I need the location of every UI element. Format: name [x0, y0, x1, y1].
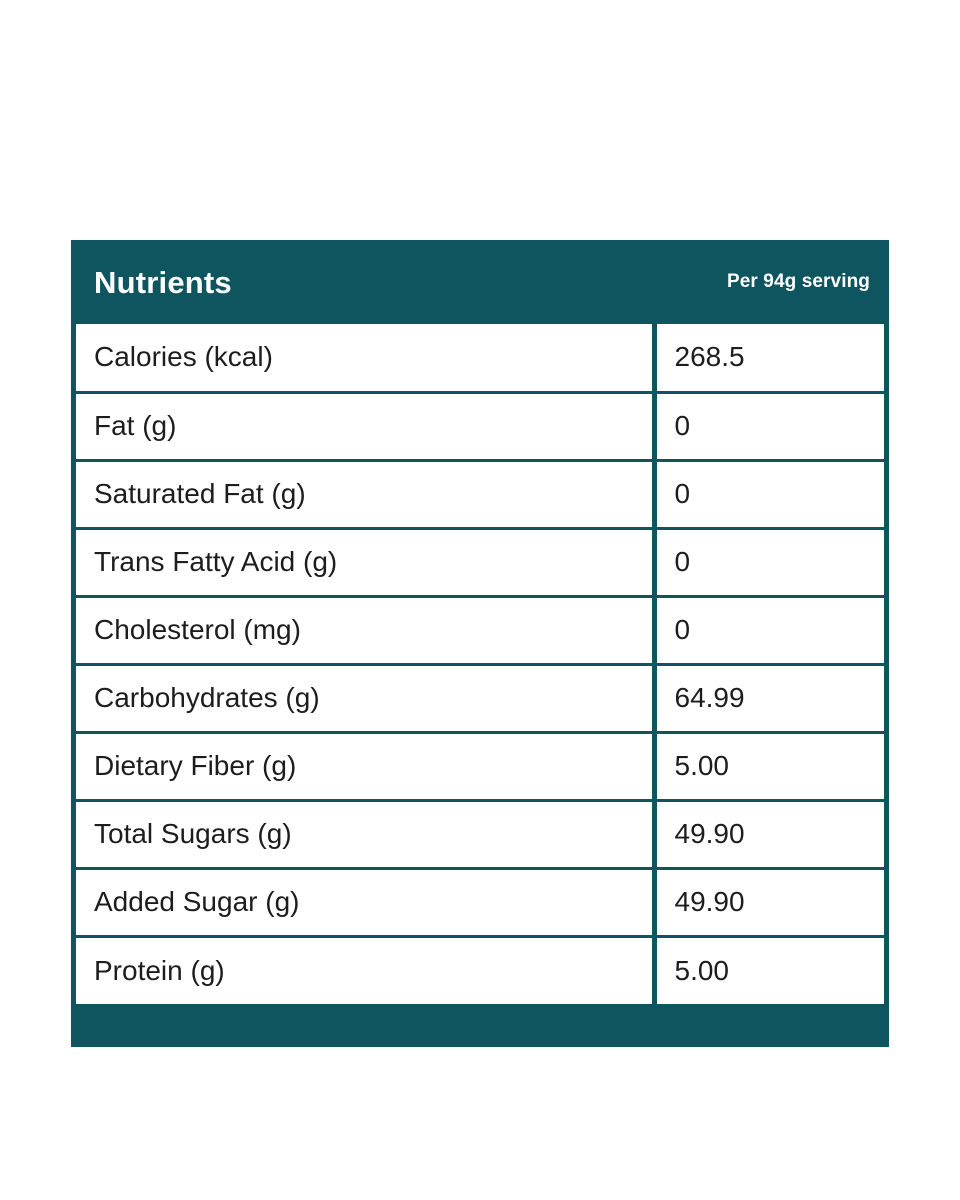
page-title: Nutrients: [94, 264, 232, 300]
nutrient-name: Fat (g): [76, 392, 654, 460]
table-row: [76, 732, 884, 800]
nutrients-table-body: [76, 324, 884, 1004]
nutrient-value: 5.00: [654, 732, 884, 800]
nutrient-name: Protein (g): [76, 936, 654, 1004]
serving-size-label: Per 94g serving: [726, 271, 870, 292]
nutrient-name: Saturated Fat (g): [76, 460, 654, 528]
nutrient-value: 49.90: [654, 868, 884, 936]
nutrient-name: Trans Fatty Acid (g): [76, 528, 654, 596]
nutrient-name: Cholesterol (mg): [76, 596, 654, 664]
table-row: [76, 596, 884, 664]
nutrient-name: Calories (kcal): [76, 324, 654, 392]
table-row: [76, 528, 884, 596]
nutrient-name: Carbohydrates (g): [76, 664, 654, 732]
nutrient-value: 5.00: [654, 936, 884, 1004]
nutrient-value: 49.90: [654, 800, 884, 868]
nutrient-name: Added Sugar (g): [76, 868, 654, 936]
table-row: [76, 868, 884, 936]
nutrient-value: 268.5: [654, 324, 884, 392]
table-row: [76, 800, 884, 868]
nutrient-value: 0: [654, 528, 884, 596]
table-row: [76, 324, 884, 392]
nutrient-value: 64.99: [654, 664, 884, 732]
table-row: [76, 936, 884, 1004]
card-footer: [71, 1009, 889, 1047]
table-row: [76, 664, 884, 732]
nutrients-table-wrapper: [71, 324, 889, 1009]
nutrient-value: 0: [654, 596, 884, 664]
table-row: [76, 460, 884, 528]
nutrient-value: 0: [654, 460, 884, 528]
nutrient-name: Total Sugars (g): [76, 800, 654, 868]
nutrient-value: 0: [654, 392, 884, 460]
nutrient-name: Dietary Fiber (g): [76, 732, 654, 800]
table-row: [76, 392, 884, 460]
nutrition-facts-card: [71, 240, 889, 1047]
nutrients-table: [76, 324, 884, 1004]
card-header: [71, 240, 889, 324]
